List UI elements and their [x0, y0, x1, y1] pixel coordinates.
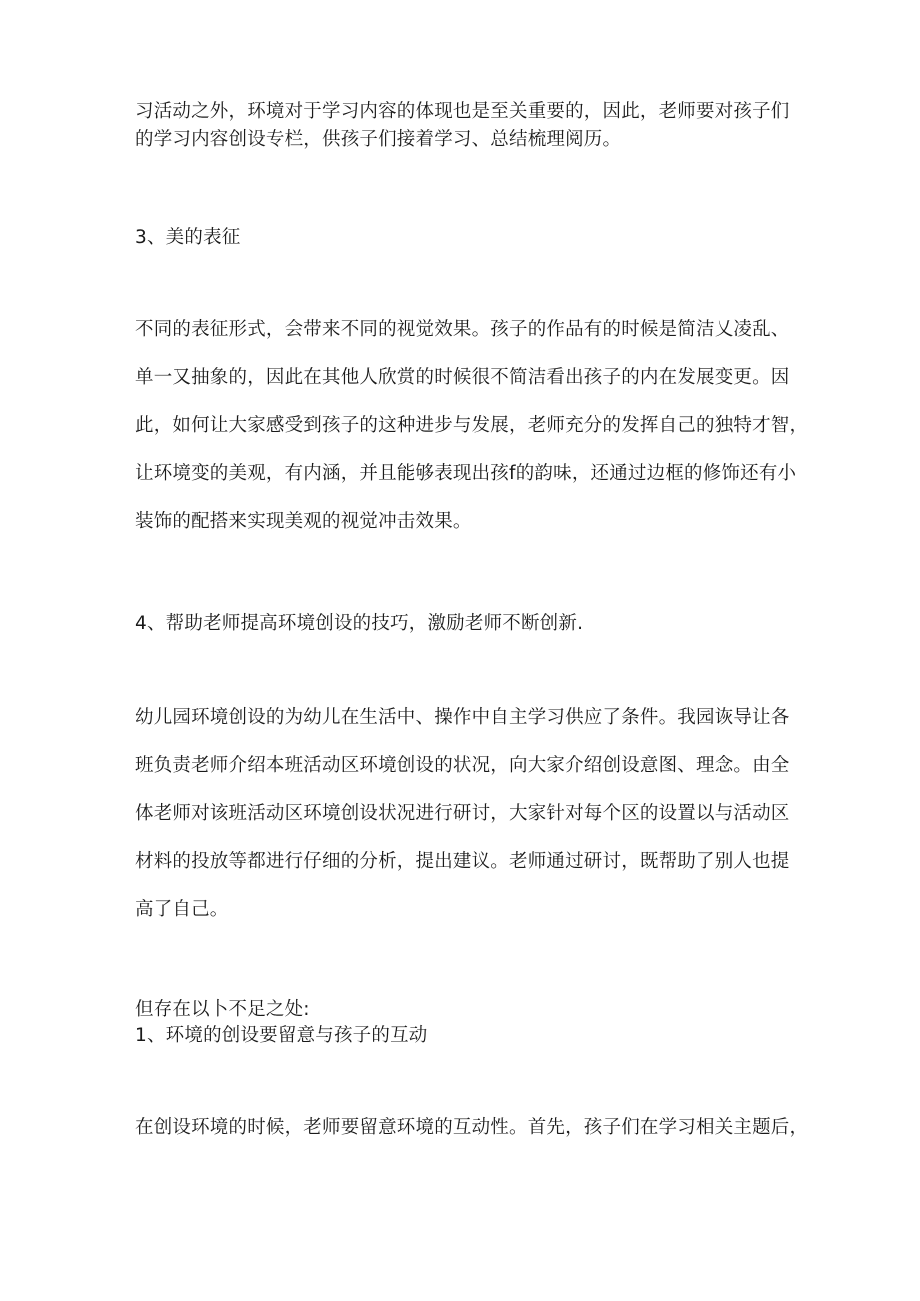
- paragraph-line: 不同的表征形式，会带来不同的视觉效果。孩子的作品有的时候是简洁乂凌乱、: [135, 319, 790, 340]
- paragraph-line: 班负责老师介绍本班活动区环境创设的状况，向大家介绍创设意图、理念。由全: [135, 755, 790, 776]
- paragraph-line: 体老师对该班活动区环境创设状况进行研讨，大家针对每个区的设置以与活动区: [135, 803, 790, 824]
- paragraph-line: 习活动之外，环境对于学习内容的体现也是至关重要的，因此，老师要对孩子们: [135, 101, 790, 122]
- paragraph-line: 单一又抽象的，因此在其他人欣赏的时候很不简洁看出孩子的内在发展变更。因: [135, 367, 790, 388]
- section-heading-4: 4、帮助老师提高环境创设的技巧，激励老师不断创新.: [135, 613, 584, 634]
- paragraph-line: 装饰的配搭来实现美观的视觉冲击效果。: [135, 511, 472, 532]
- section-heading-3: 3、美的表征: [135, 227, 241, 248]
- section-heading-1: 1、环境的创设要留意与孩子的互动: [135, 1025, 428, 1046]
- paragraph-line: 的学习内容创设专栏，供孩子们接着学习、总结梳理阅历。: [135, 129, 622, 150]
- paragraph-line: 幼儿园环境创设的为幼儿在生活中、操作中自主学习供应了条件。我园诙导让各: [135, 707, 790, 728]
- shortcomings-title: 但存在以卜不足之处:: [135, 999, 310, 1020]
- paragraph-line: 让环境变的美观，有内涵，并且能够表现出孩f的韵味，还通过边框的修饰还有小: [135, 463, 797, 484]
- paragraph-line: 高了自己。: [135, 899, 229, 920]
- paragraph-line: 材料的投放等都进行仔细的分析，提出建议。老师通过研讨，既帮助了别人也提: [135, 851, 790, 872]
- paragraph-line: 此，如何让大家感受到孩子的这种进步与发展，老师充分的发挥自己的独特才智，: [135, 415, 809, 436]
- paragraph-line: 在创设环境的时候，老师要留意环境的互动性。首先，孩子们在学习相关主题后，: [135, 1117, 809, 1138]
